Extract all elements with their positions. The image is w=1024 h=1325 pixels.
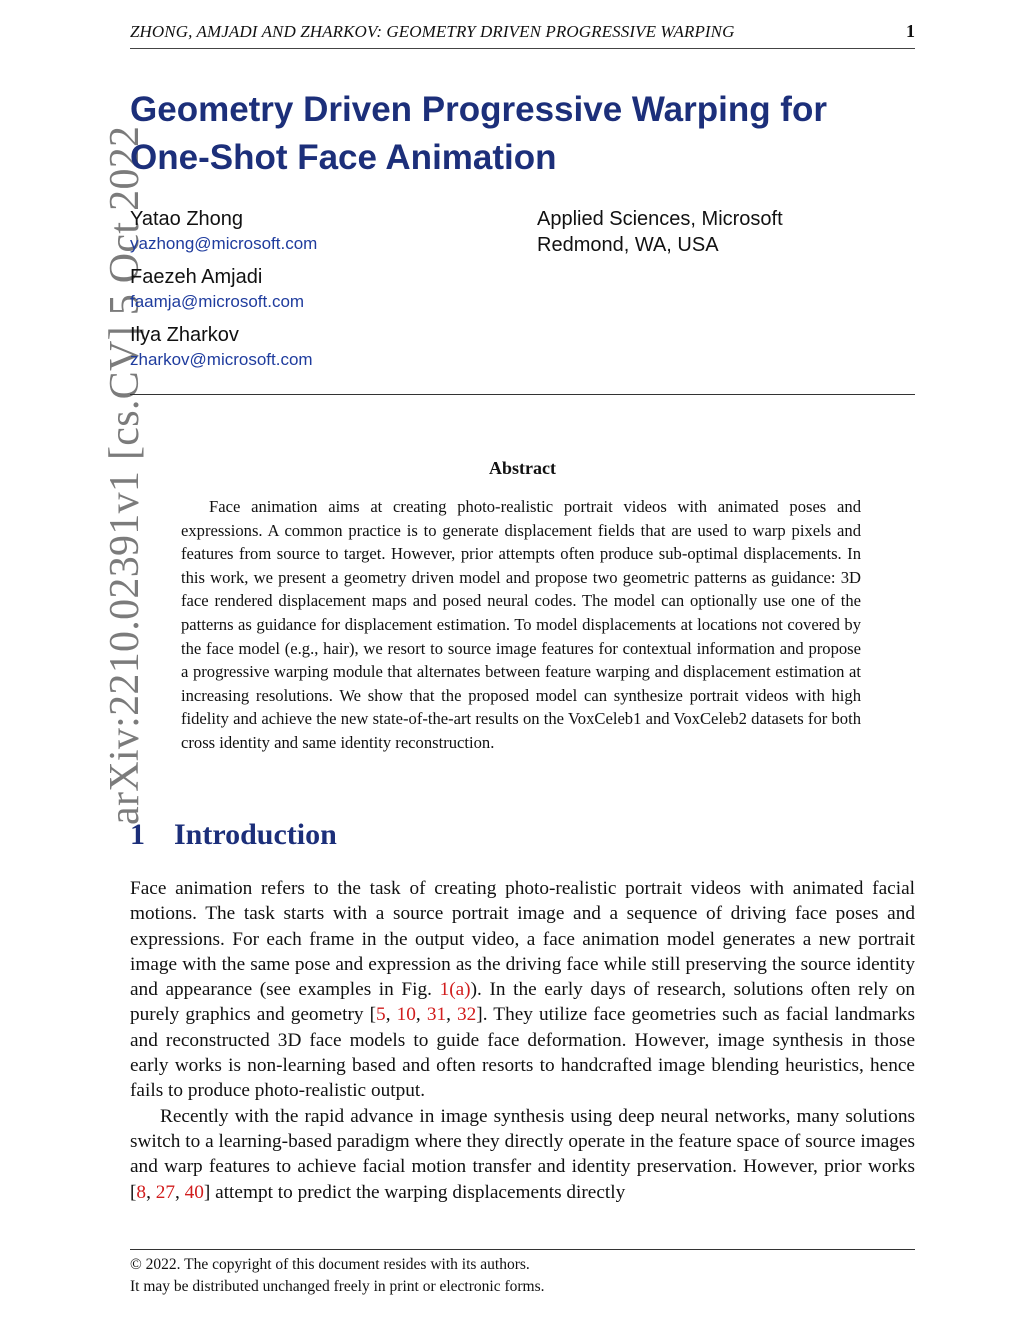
affiliation-line-2: Redmond, WA, USA [537,234,719,256]
author-name: Ilya Zharkov [130,324,239,346]
section-heading [130,818,337,852]
paper-title [130,86,910,182]
paper-title-line-1: Geometry Driven Progressive Warping for [130,90,827,129]
arxiv-identifier-stamp: arXiv:2210.02391v1 [cs.CV] 5 Oct 2022 [102,125,148,825]
author-email-link[interactable]: faamja@microsoft.com [130,292,305,311]
copyright-footnote [130,1254,545,1298]
paragraph [130,1104,915,1205]
author-email-link[interactable]: yazhong@microsoft.com [130,234,318,253]
running-head-title: ZHONG, AMJADI AND ZHARKOV: GEOMETRY DRIVEN PROGRESSIVE WARPING [130,22,735,41]
figure-reference-link[interactable]: 1(a) [439,979,471,1001]
abstract-text: Face animation aims at creating photo-realistic portrait videos with animated poses and expressions. A common practice is to generate displacement fields that are used to warp pixels and features from source to target. However, prior attempts often produce sub-optimal displacements. In this work, we present a geometry driven model and propose two geometric patterns as guidance: 3D face rendered displacement maps and posed neural codes. The model can optionally use one of the patterns as guidance for displacement estimation. To model displacements at locations not covered by the face model (e.g., hair), we resort to source image features for contextual information and propose a progressive warping module that alternates between feature warping and displacement estimation at increasing resolutions. We show that the proposed model can synthesize portrait videos with high fidelity and achieve the new state-of-the-art results on the VoxCeleb1 and VoxCeleb2 datasets for both cross identity and same identity reconstruction. [181,497,861,752]
citation-separator: , [446,1004,458,1026]
footnote-line-2: It may be distributed unchanged freely in print or electronic forms. [130,1278,545,1295]
header-divider [130,394,915,395]
author-name: Faezeh Amjadi [130,266,263,288]
citation-link[interactable]: 5 [376,1004,386,1026]
footnote-divider [130,1249,915,1250]
citation-separator: , [146,1181,156,1203]
paragraph [130,876,915,1104]
introduction-body [130,876,915,1205]
running-head [130,20,915,49]
paragraph-text: Face animation refers to the task of creating photo-realistic portrait videos with animated facial motions. The task starts with a source portrait image and a sequence of driving face poses and expressions. For each frame in the output video, a face animation model generates a new portrait image with the same pose and expression as the driving face while still preserving the source identity and appearance (see examples in Fig. [130,878,915,1001]
paper-title-line-2: One-Shot Face Animation [130,138,557,177]
author-block [130,206,317,256]
author-block [130,322,317,372]
citation-link[interactable]: 32 [457,1004,477,1026]
paragraph-text: ] attempt to predict the warping displacements directly [203,1181,626,1203]
page-number: 1 [906,21,915,41]
footnote-line-1: © 2022. The copyright of this document resides with its authors. [130,1256,530,1273]
paragraph-text: ). In the early days of research, solutions often rely on purely graphics and geometry [ [130,979,916,1026]
paragraph-text: ]. They utilize face geometries such as facial landmarks and reconstructed 3D face models to guide face deformation. However, image synthesis in those early works is non-learning based and often resorts to handcrafted image blending heuristics, hence fails to produce photo-realistic output. [130,1004,915,1102]
citation-separator: , [174,1181,185,1203]
author-list [130,206,317,380]
affiliation-line-1: Applied Sciences, Microsoft [537,208,783,230]
affiliation [537,206,783,258]
citation-link[interactable]: 31 [426,1004,447,1026]
author-email-link[interactable]: zharkov@microsoft.com [130,350,313,369]
citation-separator: , [415,1004,427,1026]
abstract-heading: Abstract [489,458,556,478]
citation-link[interactable]: 10 [396,1004,416,1026]
author-block [130,264,317,314]
section-title: Introduction [174,818,337,851]
citation-link[interactable]: 40 [184,1181,204,1203]
paragraph-text: Recently with the rapid advance in image synthesis using deep neural networks, many solutions switch to a learning-based paradigm where they directly operate in the feature space of source images and warp features to achieve facial motion transfer and identity preservation. However, prior works [ [130,1105,915,1203]
citation-link[interactable]: 8 [136,1181,147,1203]
section-number: 1 [130,818,145,851]
citation-separator: , [385,1004,397,1026]
citation-link[interactable]: 27 [155,1181,175,1203]
author-name: Yatao Zhong [130,208,244,230]
